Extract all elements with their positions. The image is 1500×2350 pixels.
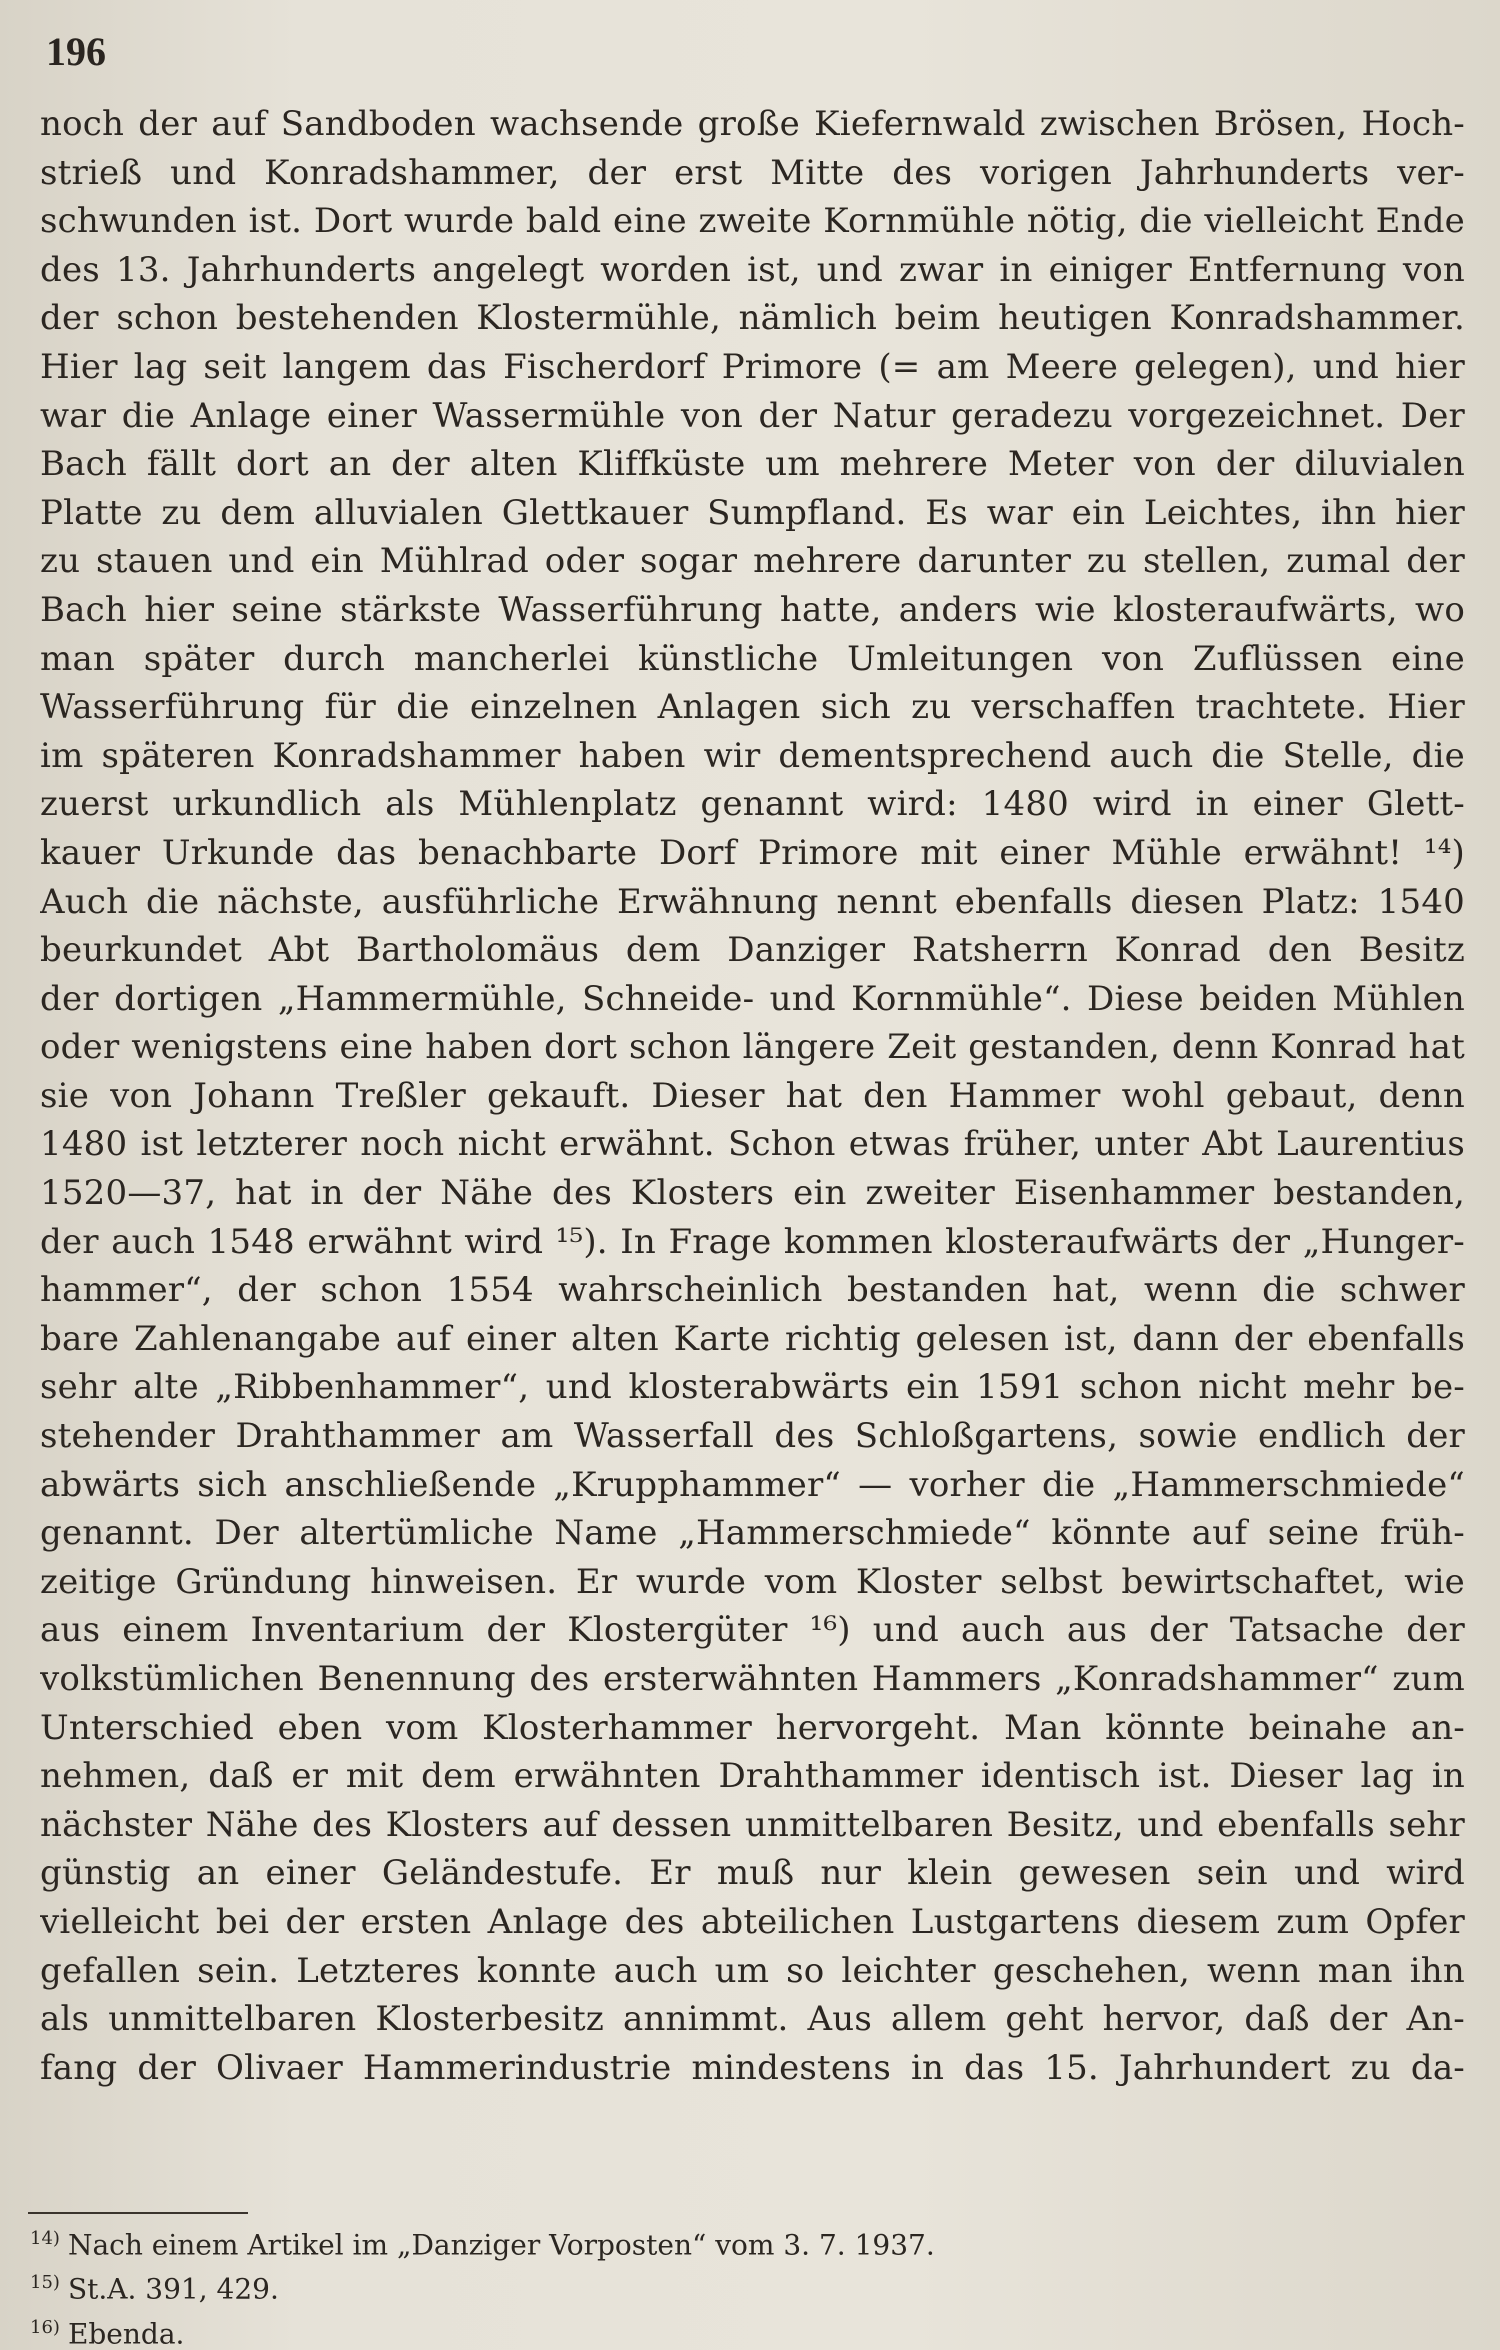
text-line: gefallen sein. Letzteres konnte auch um so leichter geschehen, wenn man ihn <box>40 1950 1465 1991</box>
text-line: aus einem Inventarium der Klostergüter ¹⁶) und auch aus der Tatsache der <box>40 1610 1465 1651</box>
text-line: zeitige Gründung hinweisen. Er wurde vom Kloster selbst bewirtschaftet, wie <box>40 1561 1465 1602</box>
text-line: im späteren Konradshammer haben wir dementsprechend auch die Stelle, die <box>40 735 1465 776</box>
text-line: nehmen, daß er mit dem erwähnten Drahthammer identisch ist. Dieser lag in <box>40 1756 1465 1797</box>
text-line: als unmittelbaren Klosterbesitz annimmt. Aus allem geht hervor, daß der An- <box>40 1999 1465 2040</box>
text-line: bare Zahlenangabe auf einer alten Karte richtig gelesen ist, dann der ebenfalls <box>40 1318 1465 1359</box>
text-line: günstig an einer Geländestufe. Er muß nur klein gewesen sein und wird <box>40 1853 1465 1894</box>
text-line: strieß und Konradshammer, der erst Mitte des vorigen Jahrhunderts ver- <box>40 152 1465 193</box>
text-line: Unterschied eben vom Klosterhammer hervorgeht. Man könnte beinahe an- <box>40 1707 1465 1748</box>
footnote <box>30 2309 1230 2350</box>
footnote-mark: 14) <box>30 2228 60 2249</box>
footnote-text: Nach einem Artikel im „Danziger Vorposten“ vom 3. 7. 1937. <box>67 2228 935 2262</box>
text-line: hammer“, der schon 1554 wahrscheinlich bestanden hat, wenn die schwer <box>40 1270 1465 1311</box>
text-line: Bach hier seine stärkste Wasserführung hatte, anders wie klosteraufwärts, wo <box>40 589 1465 630</box>
text-line: war die Anlage einer Wassermühle von der Natur geradezu vorgezeichnet. Der <box>40 395 1465 436</box>
page-number: 196 <box>46 29 106 74</box>
body-text <box>40 100 1465 2092</box>
text-line: sehr alte „Ribbenhammer“, und klosterabwärts ein 1591 schon nicht mehr be- <box>40 1367 1465 1408</box>
text-line: Platte zu dem alluvialen Glettkauer Sumpfland. Es war ein Leichtes, ihn hier <box>40 492 1465 533</box>
text-line: genannt. Der altertümliche Name „Hammerschmiede“ könnte auf seine früh- <box>40 1513 1465 1554</box>
footnote-mark: 15) <box>30 2272 60 2294</box>
footnote-text: Ebenda. <box>67 2316 185 2350</box>
text-line: der auch 1548 erwähnt wird ¹⁵). In Frage kommen klosteraufwärts der „Hunger- <box>40 1221 1465 1262</box>
text-line: sie von Johann Treßler gekauft. Dieser hat den Hammer wohl gebaut, denn <box>40 1075 1465 1116</box>
text-line: volkstümlichen Benennung des ersterwähnten Hammers „Konradshammer“ zum <box>40 1659 1465 1699</box>
text-line: noch der auf Sandboden wachsende große Kiefernwald zwischen Brösen, Hoch- <box>40 104 1465 144</box>
footnote <box>30 2264 1230 2308</box>
footnote <box>30 2220 1230 2264</box>
text-line: Wasserführung für die einzelnen Anlagen sich zu verschaffen trachtete. Hier <box>40 687 1465 728</box>
text-line: 1480 ist letzterer noch nicht erwähnt. Schon etwas früher, unter Abt Laurentius <box>40 1124 1465 1165</box>
text-line: der schon bestehenden Klostermühle, nämlich beim heutigen Konradshammer. <box>40 298 1465 339</box>
text-line: der dortigen „Hammermühle, Schneide- und Kornmühle“. Diese beiden Mühlen <box>40 978 1465 1019</box>
text-line: vielleicht bei der ersten Anlage des abteilichen Lustgartens diesem zum Opfer <box>40 1901 1465 1942</box>
text-line: zuerst urkundlich als Mühlenplatz genannt wird: 1480 wird in einer Glett- <box>40 784 1465 825</box>
footnote-mark: 16) <box>30 2316 60 2338</box>
text-line: kauer Urkunde das benachbarte Dorf Primore mit einer Mühle erwähnt! ¹⁴) <box>40 832 1465 873</box>
text-line: Bach fällt dort an der alten Kliffküste um mehrere Meter von der diluvialen <box>40 444 1465 485</box>
text-line: des 13. Jahrhunderts angelegt worden ist, und zwar in einiger Entfernung von <box>40 249 1465 290</box>
text-line: abwärts sich anschließende „Krupphammer“ — vorher die „Hammerschmiede“ <box>40 1464 1465 1505</box>
text-line: oder wenigstens eine haben dort schon längere Zeit gestanden, denn Konrad hat <box>40 1027 1465 1068</box>
text-line: fang der Olivaer Hammerindustrie mindestens in das 15. Jahrhundert zu da- <box>40 2047 1465 2088</box>
text-line: 1520—37, hat in der Nähe des Klosters ein zweiter Eisenhammer bestanden, <box>40 1173 1465 1214</box>
text-line: nächster Nähe des Klosters auf dessen unmittelbaren Besitz, und ebenfalls sehr <box>40 1804 1465 1845</box>
text-line: Hier lag seit langem das Fischerdorf Primore (= am Meere gelegen), und hier <box>40 346 1465 387</box>
footnotes <box>30 2220 1230 2350</box>
text-line: beurkundet Abt Bartholomäus dem Danziger Ratsherrn Konrad den Besitz <box>40 930 1465 971</box>
text-line: Auch die nächste, ausführliche Erwähnung nennt ebenfalls diesen Platz: 1540 <box>40 881 1465 922</box>
text-line: man später durch mancherlei künstliche Umleitungen von Zuflüssen eine <box>40 638 1465 679</box>
footnote-divider <box>28 2212 248 2214</box>
footnote-text: St.A. 391, 429. <box>67 2272 279 2306</box>
text-line: stehender Drahthammer am Wasserfall des Schloßgartens, sowie endlich der <box>40 1416 1465 1457</box>
text-line: schwunden ist. Dort wurde bald eine zweite Kornmühle nötig, die vielleicht Ende <box>40 201 1465 242</box>
text-line: zu stauen und ein Mühlrad oder sogar mehrere darunter zu stellen, zumal der <box>40 541 1465 582</box>
